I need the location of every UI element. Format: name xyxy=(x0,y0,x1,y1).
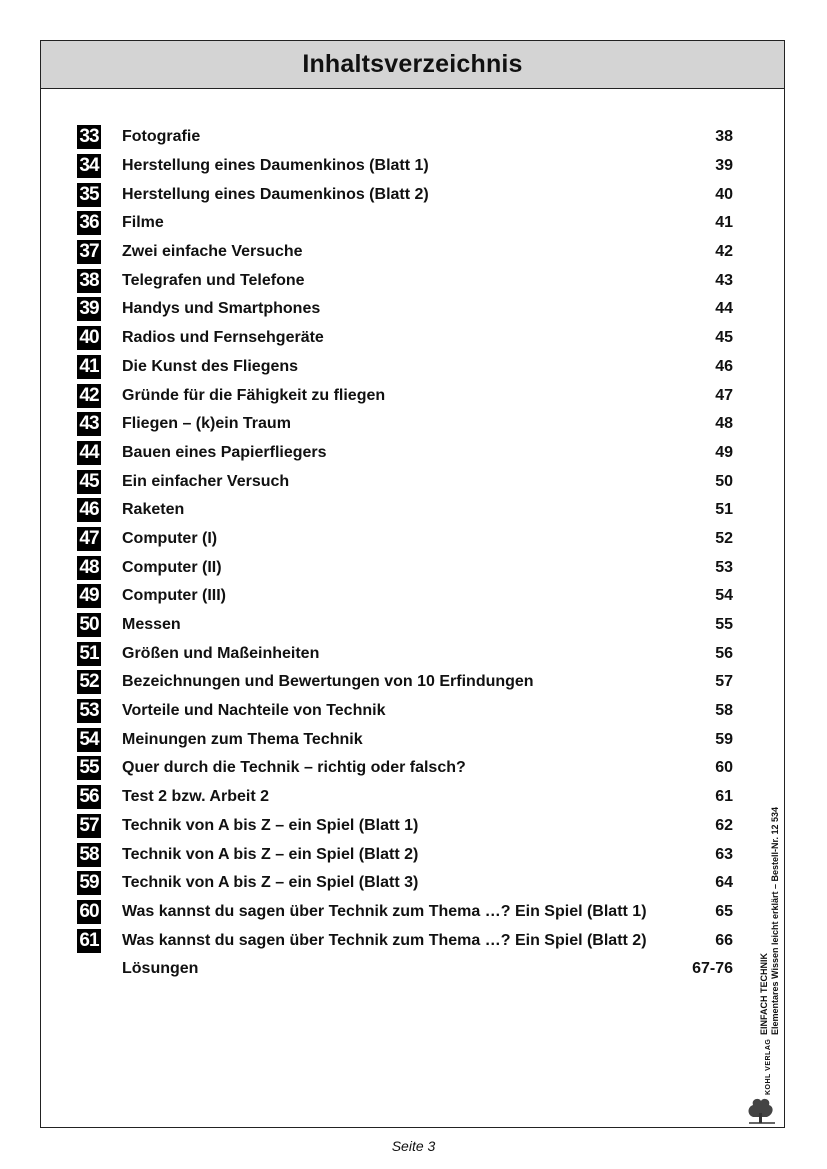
chapter-page-number: 67-76 xyxy=(692,960,733,978)
chapter-title: Technik von A bis Z – ein Spiel (Blatt 1) xyxy=(122,816,419,834)
chapter-number-badge: 56 xyxy=(77,785,101,809)
chapter-title: Messen xyxy=(122,616,181,634)
chapter-number-badge: 46 xyxy=(77,498,101,522)
toc-row xyxy=(77,812,733,841)
chapter-number-badge: 57 xyxy=(77,814,101,838)
chapter-number-badge: 42 xyxy=(77,384,101,408)
toc-row xyxy=(77,381,733,410)
toc-row xyxy=(77,611,733,640)
toc-row xyxy=(77,639,733,668)
chapter-number-badge: 49 xyxy=(77,584,101,608)
series-info xyxy=(759,765,781,1035)
chapter-title: Technik von A bis Z – ein Spiel (Blatt 3) xyxy=(122,874,419,892)
toc-row xyxy=(77,324,733,353)
chapter-number-badge: 43 xyxy=(77,412,101,436)
chapter-title: Quer durch die Technik – richtig oder falsch? xyxy=(122,759,466,777)
chapter-page-number: 49 xyxy=(715,443,733,461)
publisher-logo-text: KOHL VERLAG xyxy=(765,1038,772,1095)
chapter-number-badge: 34 xyxy=(77,154,101,178)
chapter-number-badge: 52 xyxy=(77,670,101,694)
toc-row xyxy=(77,869,733,898)
chapter-number-badge: 58 xyxy=(77,843,101,867)
chapter-page-number: 66 xyxy=(715,931,733,949)
chapter-number-badge: 36 xyxy=(77,211,101,235)
chapter-page-number: 43 xyxy=(715,271,733,289)
chapter-number-badge: 37 xyxy=(77,240,101,264)
chapter-title: Herstellung eines Daumenkinos (Blatt 1) xyxy=(122,157,429,175)
chapter-page-number: 56 xyxy=(715,644,733,662)
chapter-title: Lösungen xyxy=(122,960,199,978)
chapter-page-number: 65 xyxy=(715,902,733,920)
chapter-title: Computer (I) xyxy=(122,529,218,547)
chapter-title: Was kannst du sagen über Technik zum Thema …? Ein Spiel (Blatt 2) xyxy=(122,931,647,949)
chapter-page-number: 60 xyxy=(715,759,733,777)
toc-row xyxy=(77,668,733,697)
chapter-title: Vorteile und Nachteile von Technik xyxy=(122,702,386,720)
toc-row xyxy=(77,553,733,582)
toc-row xyxy=(77,697,733,726)
toc-row xyxy=(77,123,733,152)
chapter-title: Bezeichnungen und Bewertungen von 10 Erfindungen xyxy=(122,673,534,691)
chapter-number-badge: 40 xyxy=(77,326,101,350)
chapter-page-number: 38 xyxy=(715,128,733,146)
chapter-page-number: 51 xyxy=(715,501,733,519)
toc-row xyxy=(77,783,733,812)
toc-row xyxy=(77,152,733,181)
chapter-number-badge: 55 xyxy=(77,756,101,780)
chapter-number-badge: 50 xyxy=(77,613,101,637)
chapter-page-number: 41 xyxy=(715,214,733,232)
page-frame xyxy=(40,40,785,1128)
chapter-number-badge xyxy=(77,957,101,981)
toc-row xyxy=(77,898,733,927)
chapter-page-number: 39 xyxy=(715,157,733,175)
toc-row xyxy=(77,926,733,955)
chapter-title: Test 2 bzw. Arbeit 2 xyxy=(122,788,269,806)
chapter-page-number: 46 xyxy=(715,357,733,375)
chapter-title: Meinungen zum Thema Technik xyxy=(122,730,363,748)
series-subtitle: Elementares Wissen leicht erklärt – Bestell-Nr. 12 534 xyxy=(770,806,780,1035)
series-title: EINFACH TECHNIK xyxy=(759,952,769,1035)
chapter-title: Telegrafen und Telefone xyxy=(122,271,305,289)
chapter-number-badge: 61 xyxy=(77,929,101,953)
chapter-title: Herstellung eines Daumenkinos (Blatt 2) xyxy=(122,185,429,203)
toc-row xyxy=(77,266,733,295)
page-title: Inhaltsverzeichnis xyxy=(302,50,523,78)
chapter-number-badge: 35 xyxy=(77,183,101,207)
toc-row xyxy=(77,496,733,525)
chapter-page-number: 42 xyxy=(715,243,733,261)
chapter-number-badge: 39 xyxy=(77,297,101,321)
chapter-title: Computer (III) xyxy=(122,587,226,605)
chapter-title: Raketen xyxy=(122,501,185,519)
chapter-number-badge: 47 xyxy=(77,527,101,551)
toc-row xyxy=(77,525,733,554)
toc-row xyxy=(77,238,733,267)
chapter-number-badge: 59 xyxy=(77,871,101,895)
table-of-contents xyxy=(77,123,733,984)
chapter-page-number: 47 xyxy=(715,386,733,404)
chapter-page-number: 63 xyxy=(715,845,733,863)
toc-row xyxy=(77,582,733,611)
toc-row xyxy=(77,353,733,382)
chapter-page-number: 62 xyxy=(715,816,733,834)
chapter-number-badge: 60 xyxy=(77,900,101,924)
chapter-title: Gründe für die Fähigkeit zu fliegen xyxy=(122,386,386,404)
toc-row xyxy=(77,467,733,496)
chapter-page-number: 59 xyxy=(715,730,733,748)
chapter-number-badge: 45 xyxy=(77,470,101,494)
toc-row xyxy=(77,410,733,439)
chapter-page-number: 50 xyxy=(715,472,733,490)
chapter-title: Zwei einfache Versuche xyxy=(122,243,303,261)
publisher-sidebar xyxy=(741,761,781,1121)
chapter-number-badge: 44 xyxy=(77,441,101,465)
chapter-page-number: 48 xyxy=(715,415,733,433)
page-number: Seite 3 xyxy=(391,1138,436,1154)
toc-row xyxy=(77,295,733,324)
chapter-number-badge: 48 xyxy=(77,556,101,580)
toc-row xyxy=(77,725,733,754)
chapter-number-badge: 53 xyxy=(77,699,101,723)
chapter-title: Radios und Fernsehgeräte xyxy=(122,329,324,347)
header-bar xyxy=(41,41,784,89)
chapter-page-number: 40 xyxy=(715,185,733,203)
toc-row xyxy=(77,754,733,783)
chapter-page-number: 54 xyxy=(715,587,733,605)
chapter-title: Filme xyxy=(122,214,164,232)
chapter-page-number: 55 xyxy=(715,616,733,634)
toc-row xyxy=(77,840,733,869)
chapter-page-number: 57 xyxy=(715,673,733,691)
chapter-title: Bauen eines Papierfliegers xyxy=(122,443,327,461)
chapter-title: Computer (II) xyxy=(122,558,222,576)
toc-row xyxy=(77,955,733,984)
chapter-page-number: 64 xyxy=(715,874,733,892)
tree-icon xyxy=(745,1067,779,1125)
toc-row xyxy=(77,439,733,468)
chapter-page-number: 45 xyxy=(715,329,733,347)
chapter-number-badge: 54 xyxy=(77,728,101,752)
chapter-title: Technik von A bis Z – ein Spiel (Blatt 2) xyxy=(122,845,419,863)
chapter-number-badge: 38 xyxy=(77,269,101,293)
chapter-page-number: 58 xyxy=(715,702,733,720)
chapter-title: Was kannst du sagen über Technik zum Thema …? Ein Spiel (Blatt 1) xyxy=(122,902,647,920)
chapter-title: Größen und Maßeinheiten xyxy=(122,644,320,662)
toc-row xyxy=(77,180,733,209)
chapter-page-number: 52 xyxy=(715,529,733,547)
chapter-title: Fotografie xyxy=(122,128,201,146)
chapter-page-number: 61 xyxy=(715,788,733,806)
toc-row xyxy=(77,209,733,238)
chapter-number-badge: 51 xyxy=(77,642,101,666)
chapter-number-badge: 33 xyxy=(77,125,101,149)
chapter-page-number: 53 xyxy=(715,558,733,576)
chapter-number-badge: 41 xyxy=(77,355,101,379)
chapter-title: Die Kunst des Fliegens xyxy=(122,357,299,375)
chapter-page-number: 44 xyxy=(715,300,733,318)
chapter-title: Fliegen – (k)ein Traum xyxy=(122,415,291,433)
chapter-title: Ein einfacher Versuch xyxy=(122,472,290,490)
chapter-title: Handys und Smartphones xyxy=(122,300,321,318)
